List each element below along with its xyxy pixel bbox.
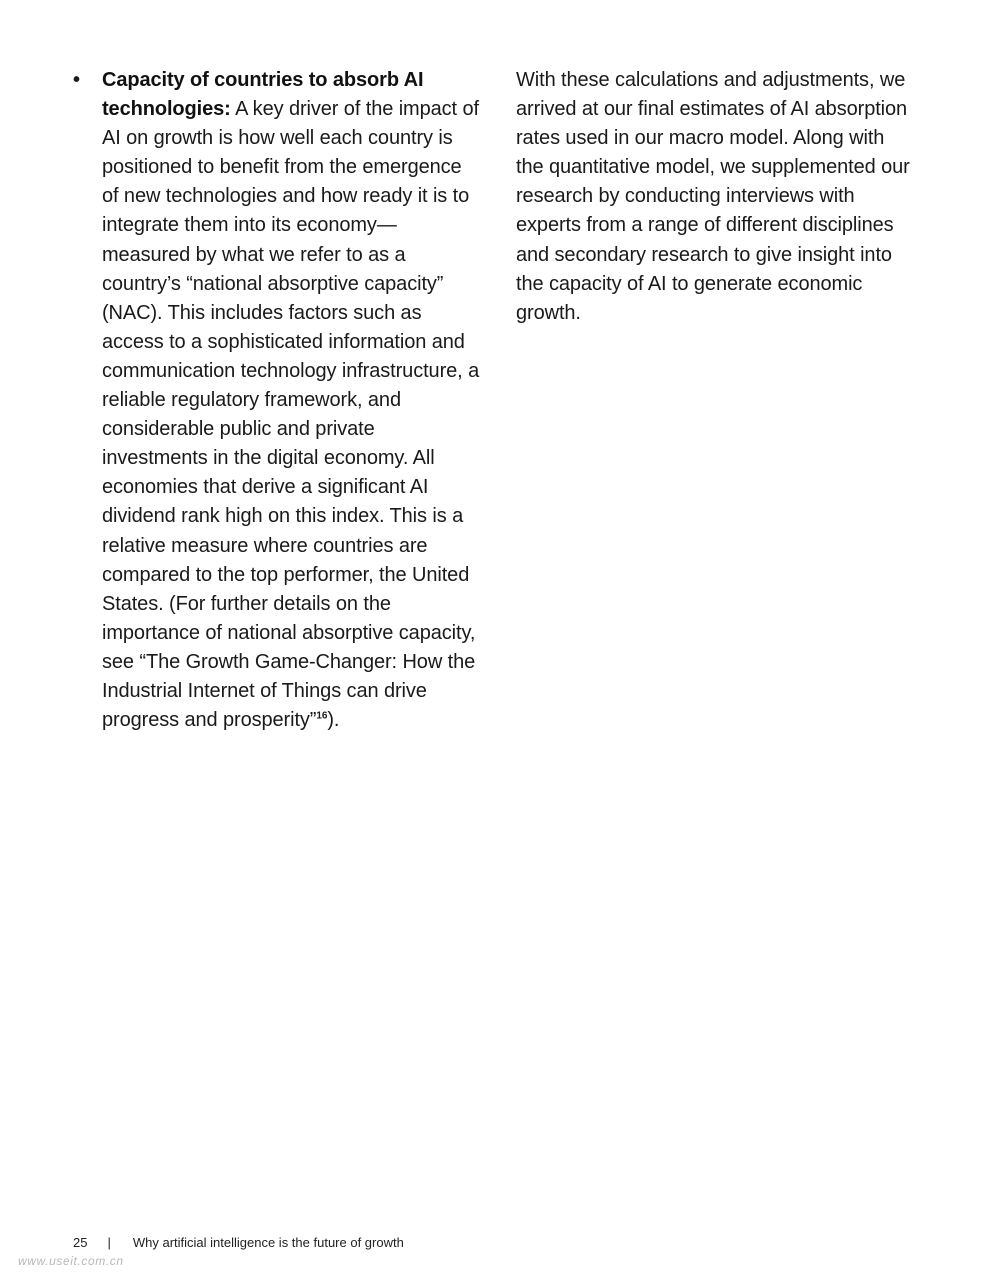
bullet-item-absorptive-capacity [73,66,483,735]
bullet-lead-heading: Capacity of countries to absorb AI technologies: [102,69,424,121]
bullet-body-tail: ). [327,709,340,732]
right-column [516,66,916,328]
footer-separator: | [107,1235,111,1250]
page-footer [73,1235,404,1250]
document-title: Why artificial intelligence is the future of growth [132,1235,404,1250]
footnote-reference: 16 [316,710,328,722]
left-column [73,66,483,735]
right-column-paragraph: With these calculations and adjustments, we arrived at our final estimates of AI absorption rates used in our macro model. Along with the quantitative model, we supplemented our research by conducting interviews with experts from a range of different disciplines and secondary research to give insight into the capacity of AI to generate economic growth. [516,69,910,324]
page-number: 25 [73,1235,88,1250]
bullet-body-text: A key driver of the impact of AI on growth is how well each country is positioned to benefit from the emergence of new technologies and how ready it is to integrate them into its economy—measured by what we refer to as a country’s “national absorptive capacity” (NAC). This includes factors such as access to a sophisticated information and communication technology infrastructure, a reliable regulatory framework, and considerable public and private investments in the digital economy. All economies that derive a significant AI dividend rank high on this index. This is a relative measure where countries are compared to the top performer, the United States. (For further details on the importance of national absorptive capacity, see “The Growth Game-Changer: How the Industrial Internet of Things can drive progress and prosperity” [102,98,480,732]
bullet-icon: • [73,69,80,91]
watermark: www.useit.com.cn [18,1254,124,1268]
